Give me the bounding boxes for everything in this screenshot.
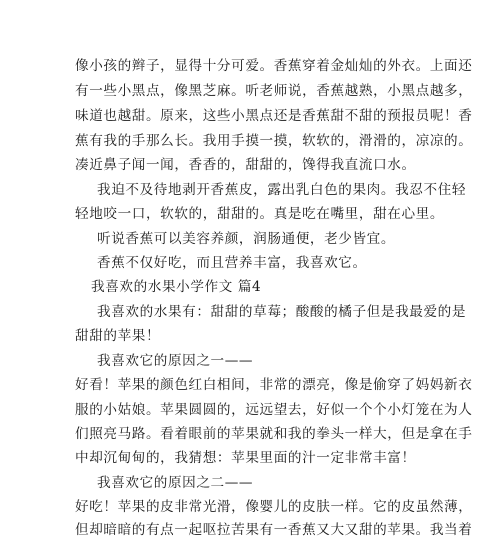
section-heading: 我喜欢的水果小学作文 篇4 [91,279,262,295]
text-line: 但却暗暗的有点一起呕拉苦果有一香蕉又大又甜的苹果。我当着 [75,522,473,538]
text-line: 好吃！苹果的皮非常光滑，像婴儿的皮肤一样。它的皮虽然薄， [75,499,473,515]
text-line: 轻地咬一口，软软的，甜甜的。真是吃在嘴里，甜在心里。 [75,206,445,222]
text-line: 我喜欢的水果有：甜甜的草莓；酸酸的橘子但是我最爱的是 [97,304,467,320]
text-line: 味道也越甜。原来，这些小黑点还是香蕉甜不甜的预报员呢！香 [75,108,473,124]
text-line: 服的小姑娘。苹果圆圆的，远远望去，好似一个个小灯笼在为人 [75,402,473,418]
text-line: 香蕉不仅好吃，而且营养丰富，我喜欢它。 [97,255,367,271]
text-line: 中却沉甸甸的，我猜想：苹果里面的汁一定非常丰富！ [75,450,416,466]
text-line: 蕉有我的手那么长。我用手摸一摸，软软的，滑滑的，凉凉的。 [75,133,473,149]
text-line: 我喜欢它的原因之一—— [97,353,254,369]
text-line: 凑近鼻子闻一闻，香香的，甜甜的，馋得我直流口水。 [75,157,416,173]
text-line: 们照亮马路。看着眼前的苹果就和我的拳头一样大，但是拿在手 [75,426,473,442]
text-line: 好看！苹果的颜色红白相间，非常的漂亮，像是偷穿了妈妈新衣 [75,377,473,393]
text-line: 有一些小黑点，像黑芝麻。听老师说，香蕉越熟，小黑点越多， [75,83,473,99]
text-line: 甜甜的苹果！ [75,328,161,344]
text-line: 听说香蕉可以美容养颜，润肠通便，老少皆宜。 [97,231,396,247]
text-line: 我喜欢它的原因之二—— [97,475,254,491]
text-line: 我迫不及待地剥开香蕉皮，露出乳白色的果肉。我忍不住轻 [97,182,467,198]
text-line: 像小孩的辫子，显得十分可爱。香蕉穿着金灿灿的外衣。上面还 [75,58,473,74]
